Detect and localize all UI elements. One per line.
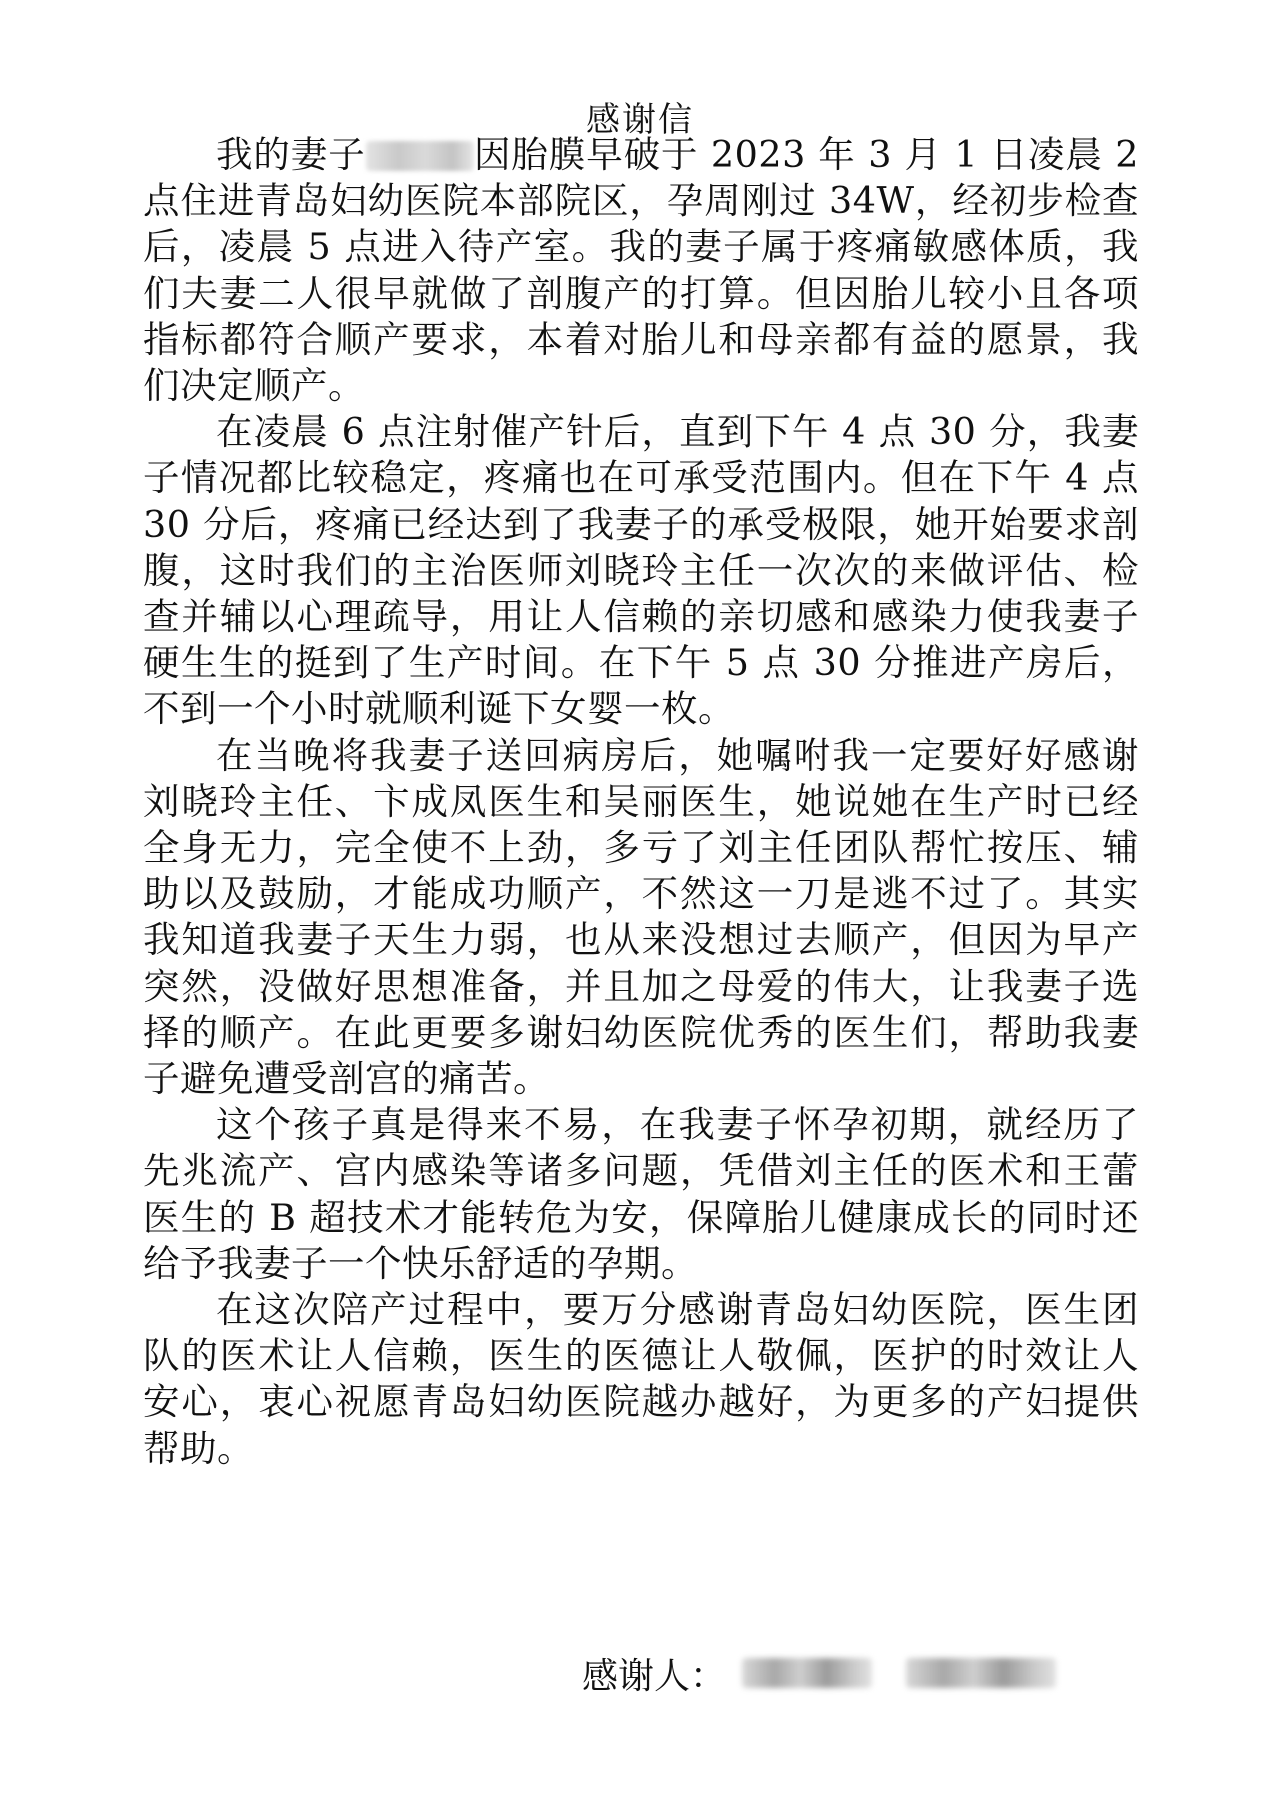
paragraph-4: 这个孩子真是得来不易，在我妻子怀孕初期，就经历了先兆流产、宫内感染等诸多问题，凭借刘主任的医术和王蕾医生的 B 超技术才能转危为安，保障胎儿健康成长的同时还给予我妻子一个快乐舒适的孕期。: [143, 1103, 1139, 1285]
redacted-signature-part-2: [906, 1658, 1056, 1688]
letter-body: [143, 132, 1139, 1472]
signature-label: 感谢人：: [582, 1655, 727, 1697]
redacted-signature: [742, 1658, 1056, 1688]
paragraph-1: [143, 132, 1139, 409]
letter-title: 感谢信: [586, 100, 694, 140]
paragraph-3: 在当晚将我妻子送回病房后，她嘱咐我一定要好好感谢刘晓玲主任、卞成凤医生和吴丽医生，她说她在生产时已经全身无力，完全使不上劲，多亏了刘主任团队帮忙按压、辅助以及鼓励，才能成功顺产，不然这一刀是逃不过了。其实我知道我妻子天生力弱，也从来没想过去顺产，但因为早产突然，没做好思想准备，并且加之母爱的伟大，让我妻子选择的顺产。在此更要多谢妇幼医院优秀的医生们，帮助我妻子避免遭受剖宫的痛苦。: [143, 733, 1139, 1101]
redacted-name-block: [366, 141, 474, 171]
paragraph-1-rest: 因胎膜早破于 2023 年 3 月 1 日凌晨 2 点住进青岛妇幼医院本部院区，孕周刚过 34W，经初步检查后，凌晨 5 点进入待产室。我的妻子属于疼痛敏感体质，我们夫妻二人很早就做了剖腹产的打算。但因胎儿较小且各项指标都符合顺产要求，本着对胎儿和母亲都有益的愿景，我们决定顺产。: [143, 133, 1139, 408]
redacted-signature-part-1: [742, 1658, 872, 1688]
paragraph-1-lead: 我的妻子: [216, 133, 366, 176]
paragraph-2: 在凌晨 6 点注射催产针后，直到下午 4 点 30 分，我妻子情况都比较稳定，疼痛也在可承受范围内。但在下午 4 点 30 分后，疼痛已经达到了我妻子的承受极限，她开始要求剖腹，这时我们的主治医师刘晓玲主任一次次的来做评估、检查并辅以心理疏导，用让人信赖的亲切感和感染力使我妻子硬生生的挺到了生产时间。在下午 5 点 30 分推进产房后，不到一个小时就顺利诞下女婴一枚。: [143, 410, 1139, 731]
signature-line: [582, 1648, 1102, 1698]
paragraph-5: 在这次陪产过程中，要万分感谢青岛妇幼医院，医生团队的医术让人信赖，医生的医德让人敬佩，医护的时效让人安心，衷心祝愿青岛妇幼医院越办越好，为更多的产妇提供帮助。: [143, 1288, 1139, 1470]
